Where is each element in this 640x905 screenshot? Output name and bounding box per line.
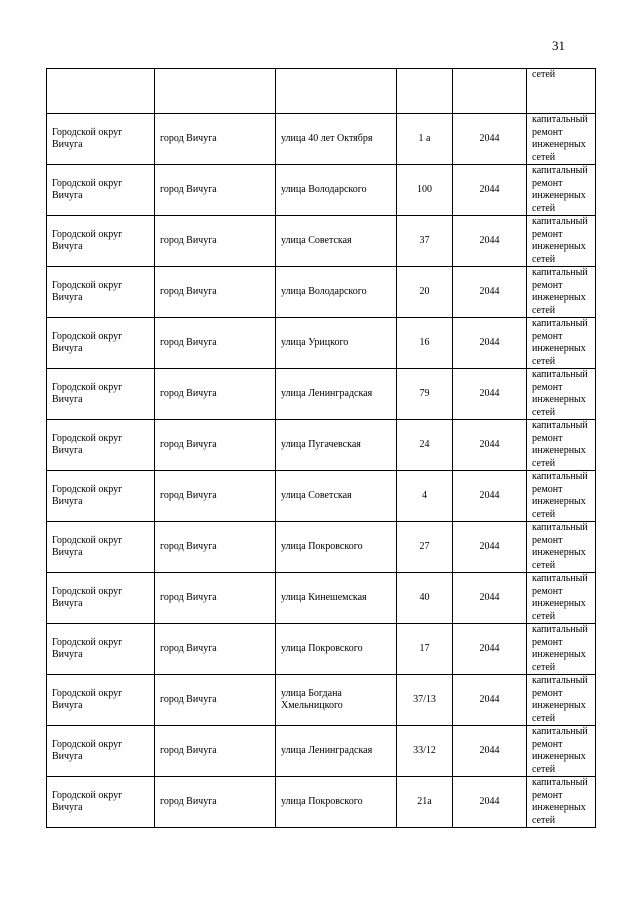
- work-type-cell: капитальный ремонт инженерных сетей: [527, 216, 596, 267]
- page-number: 31: [552, 38, 565, 53]
- house-number-cell: 21а: [397, 777, 453, 828]
- house-cell: [397, 69, 453, 114]
- register-body: [47, 69, 596, 828]
- year-cell: 2044: [453, 471, 527, 522]
- district-cell: Городской округ Вичуга: [47, 369, 155, 420]
- year-cell: 2044: [453, 573, 527, 624]
- work-type-cell: капитальный ремонт инженерных сетей: [527, 726, 596, 777]
- year-cell: 2044: [453, 420, 527, 471]
- district-cell: Городской округ Вичуга: [47, 522, 155, 573]
- house-number-cell: 4: [397, 471, 453, 522]
- district-cell: Городской округ Вичуга: [47, 318, 155, 369]
- table-row: [47, 573, 596, 624]
- street-cell: улица Урицкого: [276, 318, 397, 369]
- city-cell: город Вичуга: [155, 522, 276, 573]
- city-cell: город Вичуга: [155, 471, 276, 522]
- table-row: [47, 777, 596, 828]
- district-cell: Городской округ Вичуга: [47, 726, 155, 777]
- house-number-cell: 17: [397, 624, 453, 675]
- work-type-cell: капитальный ремонт инженерных сетей: [527, 420, 596, 471]
- city-cell: город Вичуга: [155, 420, 276, 471]
- city-cell: город Вичуга: [155, 216, 276, 267]
- work-type-cell: капитальный ремонт инженерных сетей: [527, 573, 596, 624]
- year-cell: 2044: [453, 114, 527, 165]
- street-cell: улица Покровского: [276, 624, 397, 675]
- house-number-cell: 20: [397, 267, 453, 318]
- house-number-cell: 33/12: [397, 726, 453, 777]
- work-type-cell: капитальный ремонт инженерных сетей: [527, 471, 596, 522]
- table-row: [47, 726, 596, 777]
- work-type-cell: капитальный ремонт инженерных сетей: [527, 114, 596, 165]
- table-row: [47, 165, 596, 216]
- work-type-cell: капитальный ремонт инженерных сетей: [527, 675, 596, 726]
- table-row: [47, 114, 596, 165]
- work-type-cell: капитальный ремонт инженерных сетей: [527, 165, 596, 216]
- street-cell: улица Володарского: [276, 165, 397, 216]
- district-cell: Городской округ Вичуга: [47, 573, 155, 624]
- city-cell: город Вичуга: [155, 675, 276, 726]
- house-number-cell: 37/13: [397, 675, 453, 726]
- work-type-cell: сетей: [527, 69, 596, 114]
- city-cell: город Вичуга: [155, 114, 276, 165]
- table-row: [47, 471, 596, 522]
- year-cell: 2044: [453, 522, 527, 573]
- table-row: [47, 369, 596, 420]
- district-cell: Городской округ Вичуга: [47, 471, 155, 522]
- street-cell: [276, 69, 397, 114]
- street-cell: улица Ленинградская: [276, 369, 397, 420]
- district-cell: Городской округ Вичуга: [47, 675, 155, 726]
- work-type-cell: капитальный ремонт инженерных сетей: [527, 267, 596, 318]
- continuation-row: [47, 69, 596, 114]
- work-type-cell: капитальный ремонт инженерных сетей: [527, 318, 596, 369]
- year-cell: 2044: [453, 777, 527, 828]
- year-cell: 2044: [453, 675, 527, 726]
- table-row: [47, 624, 596, 675]
- street-cell: улица Покровского: [276, 522, 397, 573]
- table-row: [47, 420, 596, 471]
- city-cell: город Вичуга: [155, 369, 276, 420]
- city-cell: город Вичуга: [155, 624, 276, 675]
- street-cell: улица 40 лет Октября: [276, 114, 397, 165]
- house-number-cell: 37: [397, 216, 453, 267]
- city-cell: город Вичуга: [155, 777, 276, 828]
- house-number-cell: 40: [397, 573, 453, 624]
- work-type-cell: капитальный ремонт инженерных сетей: [527, 369, 596, 420]
- year-cell: 2044: [453, 216, 527, 267]
- district-cell: Городской округ Вичуга: [47, 216, 155, 267]
- year-cell: 2044: [453, 369, 527, 420]
- district-cell: Городской округ Вичуга: [47, 777, 155, 828]
- work-type-cell: капитальный ремонт инженерных сетей: [527, 624, 596, 675]
- district-cell: Городской округ Вичуга: [47, 624, 155, 675]
- city-cell: город Вичуга: [155, 165, 276, 216]
- street-cell: улица Володарского: [276, 267, 397, 318]
- house-number-cell: 79: [397, 369, 453, 420]
- year-cell: [453, 69, 527, 114]
- address-register-table: [46, 68, 596, 828]
- table-row: [47, 318, 596, 369]
- house-number-cell: 24: [397, 420, 453, 471]
- city-cell: город Вичуга: [155, 573, 276, 624]
- house-number-cell: 1 а: [397, 114, 453, 165]
- district-cell: Городской округ Вичуга: [47, 267, 155, 318]
- city-cell: город Вичуга: [155, 318, 276, 369]
- district-cell: Городской округ Вичуга: [47, 165, 155, 216]
- district-cell: Городской округ Вичуга: [47, 420, 155, 471]
- street-cell: улица Советская: [276, 471, 397, 522]
- work-type-cell: капитальный ремонт инженерных сетей: [527, 777, 596, 828]
- street-cell: улица Ленинградская: [276, 726, 397, 777]
- city-cell: город Вичуга: [155, 726, 276, 777]
- year-cell: 2044: [453, 267, 527, 318]
- street-cell: улица Покровского: [276, 777, 397, 828]
- street-cell: улица Советская: [276, 216, 397, 267]
- table-row: [47, 675, 596, 726]
- district-cell: [47, 69, 155, 114]
- street-cell: улица Кинешемская: [276, 573, 397, 624]
- street-cell: улица Богдана Хмельницкого: [276, 675, 397, 726]
- work-type-cell: капитальный ремонт инженерных сетей: [527, 522, 596, 573]
- table-row: [47, 267, 596, 318]
- house-number-cell: 16: [397, 318, 453, 369]
- table-row: [47, 216, 596, 267]
- house-number-cell: 27: [397, 522, 453, 573]
- year-cell: 2044: [453, 165, 527, 216]
- street-cell: улица Пугачевская: [276, 420, 397, 471]
- city-cell: [155, 69, 276, 114]
- year-cell: 2044: [453, 624, 527, 675]
- house-number-cell: 100: [397, 165, 453, 216]
- table-row: [47, 522, 596, 573]
- city-cell: город Вичуга: [155, 267, 276, 318]
- year-cell: 2044: [453, 318, 527, 369]
- year-cell: 2044: [453, 726, 527, 777]
- district-cell: Городской округ Вичуга: [47, 114, 155, 165]
